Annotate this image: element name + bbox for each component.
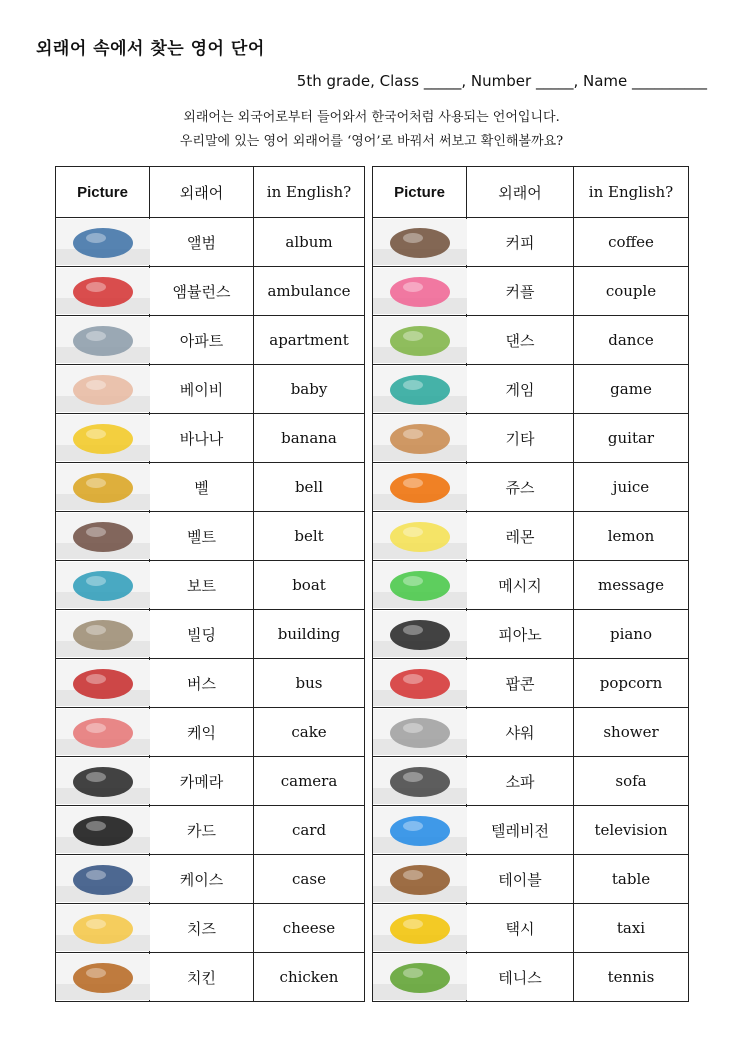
picture-cell	[373, 659, 467, 708]
english-word-cell: television	[574, 806, 689, 855]
table-row	[56, 463, 365, 512]
english-word-cell: couple	[574, 267, 689, 316]
table-row	[56, 218, 365, 267]
loanword-cell: 커피	[467, 218, 574, 267]
popcorn-icon	[373, 660, 467, 706]
picture-cell	[56, 855, 150, 904]
table-row	[56, 904, 365, 953]
picture-cell	[56, 806, 150, 855]
tennis-icon	[373, 954, 467, 1000]
belt-icon	[56, 513, 150, 559]
table-row	[56, 512, 365, 561]
english-word-cell: popcorn	[574, 659, 689, 708]
header-english: in English?	[254, 167, 365, 218]
loanword-cell: 커플	[467, 267, 574, 316]
table-row	[373, 708, 689, 757]
english-word-cell: sofa	[574, 757, 689, 806]
loanword-cell: 빌딩	[150, 610, 254, 659]
english-word-cell: juice	[574, 463, 689, 512]
loanword-cell: 앰뷸런스	[150, 267, 254, 316]
building-icon	[56, 611, 150, 657]
loanword-cell: 아파트	[150, 316, 254, 365]
worksheet-title: 외래어 속에서 찾는 영어 단어	[36, 39, 265, 59]
english-word-cell: taxi	[574, 904, 689, 953]
picture-cell	[373, 855, 467, 904]
loanword-cell: 메시지	[467, 561, 574, 610]
picture-cell	[373, 708, 467, 757]
english-word-cell: apartment	[254, 316, 365, 365]
ambulance-icon	[56, 268, 150, 314]
table-row	[56, 365, 365, 414]
guitar-icon	[373, 415, 467, 461]
coffee-icon	[373, 219, 467, 265]
picture-cell	[56, 757, 150, 806]
cheese-icon	[56, 905, 150, 951]
table-row	[56, 806, 365, 855]
picture-cell	[56, 365, 150, 414]
loanword-cell: 앨범	[150, 218, 254, 267]
picture-cell	[56, 610, 150, 659]
table-icon	[373, 856, 467, 902]
television-icon	[373, 807, 467, 853]
header-row	[56, 167, 365, 218]
loanword-cell: 벨트	[150, 512, 254, 561]
instruction-line-2: 우리말에 있는 영어 외래어를 ‘영어’로 바꿔서 써보고 확인해볼까요?	[179, 134, 564, 149]
loanword-cell: 케이스	[150, 855, 254, 904]
picture-cell	[373, 806, 467, 855]
table-row	[373, 659, 689, 708]
table-row	[373, 806, 689, 855]
english-word-cell: lemon	[574, 512, 689, 561]
table-row	[373, 267, 689, 316]
table-row	[373, 512, 689, 561]
english-word-cell: album	[254, 218, 365, 267]
header-loanword: 외래어	[150, 167, 254, 218]
picture-cell	[56, 267, 150, 316]
picture-cell	[373, 267, 467, 316]
loanword-cell: 바나나	[150, 414, 254, 463]
lemon-icon	[373, 513, 467, 559]
table-row	[373, 953, 689, 1002]
english-word-cell: shower	[574, 708, 689, 757]
english-word-cell: cheese	[254, 904, 365, 953]
loanword-cell: 케익	[150, 708, 254, 757]
english-word-cell: building	[254, 610, 365, 659]
banana-icon	[56, 415, 150, 461]
picture-cell	[56, 218, 150, 267]
table-row	[373, 218, 689, 267]
english-word-cell: message	[574, 561, 689, 610]
english-word-cell: guitar	[574, 414, 689, 463]
loanword-cell: 벨	[150, 463, 254, 512]
loanword-cell: 기타	[467, 414, 574, 463]
baby-icon	[56, 366, 150, 412]
card-icon	[56, 807, 150, 853]
header-picture: Picture	[373, 167, 467, 218]
table-row	[56, 953, 365, 1002]
picture-cell	[373, 218, 467, 267]
chicken-icon	[56, 954, 150, 1000]
table-row	[56, 414, 365, 463]
picture-cell	[373, 757, 467, 806]
loanword-cell: 게임	[467, 365, 574, 414]
table-row	[56, 757, 365, 806]
boat-icon	[56, 562, 150, 608]
picture-cell	[56, 953, 150, 1002]
picture-cell	[373, 365, 467, 414]
dance-icon	[373, 317, 467, 363]
english-word-cell: piano	[574, 610, 689, 659]
student-info-line: 5th grade, Class _____, Number _____, Name __________	[296, 72, 707, 90]
table-row	[56, 659, 365, 708]
english-word-cell: cake	[254, 708, 365, 757]
loanword-cell: 피아노	[467, 610, 574, 659]
loanword-cell: 카메라	[150, 757, 254, 806]
picture-cell	[56, 316, 150, 365]
english-word-cell: baby	[254, 365, 365, 414]
header-row	[373, 167, 689, 218]
picture-cell	[373, 316, 467, 365]
loanword-cell: 테니스	[467, 953, 574, 1002]
english-word-cell: card	[254, 806, 365, 855]
picture-cell	[56, 414, 150, 463]
loanword-cell: 보트	[150, 561, 254, 610]
table-row	[373, 610, 689, 659]
table-row	[56, 855, 365, 904]
english-word-cell: case	[254, 855, 365, 904]
table-row	[56, 561, 365, 610]
loanword-cell: 베이비	[150, 365, 254, 414]
table-row	[56, 316, 365, 365]
header-loanword: 외래어	[467, 167, 574, 218]
case-icon	[56, 856, 150, 902]
table-row	[373, 757, 689, 806]
taxi-icon	[373, 905, 467, 951]
loanword-cell: 소파	[467, 757, 574, 806]
loanword-cell: 레몬	[467, 512, 574, 561]
english-word-cell: bus	[254, 659, 365, 708]
camera-icon	[56, 758, 150, 804]
table-row	[373, 316, 689, 365]
table-row	[56, 708, 365, 757]
juice-icon	[373, 464, 467, 510]
sofa-icon	[373, 758, 467, 804]
table-row	[373, 561, 689, 610]
loanword-cell: 카드	[150, 806, 254, 855]
piano-icon	[373, 611, 467, 657]
header-picture: Picture	[56, 167, 150, 218]
picture-cell	[373, 610, 467, 659]
bus-icon	[56, 660, 150, 706]
picture-cell	[373, 512, 467, 561]
loanword-cell: 치킨	[150, 953, 254, 1002]
english-word-cell: belt	[254, 512, 365, 561]
table-row	[56, 610, 365, 659]
picture-cell	[56, 659, 150, 708]
bell-icon	[56, 464, 150, 510]
picture-cell	[373, 953, 467, 1002]
album-icon	[56, 219, 150, 265]
picture-cell	[56, 708, 150, 757]
loanword-cell: 쥬스	[467, 463, 574, 512]
table-row	[373, 414, 689, 463]
picture-cell	[56, 463, 150, 512]
loanword-cell: 텔레비전	[467, 806, 574, 855]
picture-cell	[373, 561, 467, 610]
table-row	[373, 463, 689, 512]
english-word-cell: chicken	[254, 953, 365, 1002]
instruction-line-1: 외래어는 외국어로부터 들어와서 한국어처럼 사용되는 언어입니다.	[183, 110, 560, 125]
picture-cell	[56, 904, 150, 953]
english-word-cell: boat	[254, 561, 365, 610]
picture-cell	[373, 414, 467, 463]
apartment-icon	[56, 317, 150, 363]
english-word-cell: camera	[254, 757, 365, 806]
header-english: in English?	[574, 167, 689, 218]
picture-cell	[373, 904, 467, 953]
picture-cell	[56, 561, 150, 610]
picture-cell	[56, 512, 150, 561]
english-word-cell: bell	[254, 463, 365, 512]
english-word-cell: coffee	[574, 218, 689, 267]
loanword-cell: 테이블	[467, 855, 574, 904]
shower-icon	[373, 709, 467, 755]
loanword-cell: 버스	[150, 659, 254, 708]
english-word-cell: dance	[574, 316, 689, 365]
english-word-cell: ambulance	[254, 267, 365, 316]
english-word-cell: banana	[254, 414, 365, 463]
loanword-cell: 팝콘	[467, 659, 574, 708]
table-row	[373, 365, 689, 414]
loanword-cell: 댄스	[467, 316, 574, 365]
loanword-cell: 택시	[467, 904, 574, 953]
couple-icon	[373, 268, 467, 314]
english-word-cell: table	[574, 855, 689, 904]
cake-icon	[56, 709, 150, 755]
loanword-cell: 치즈	[150, 904, 254, 953]
word-table-left	[55, 166, 365, 1002]
english-word-cell: tennis	[574, 953, 689, 1002]
english-word-cell: game	[574, 365, 689, 414]
message-icon	[373, 562, 467, 608]
table-row	[373, 904, 689, 953]
loanword-cell: 샤워	[467, 708, 574, 757]
word-table-right	[372, 166, 689, 1002]
game-icon	[373, 366, 467, 412]
picture-cell	[373, 463, 467, 512]
table-row	[373, 855, 689, 904]
table-row	[56, 267, 365, 316]
